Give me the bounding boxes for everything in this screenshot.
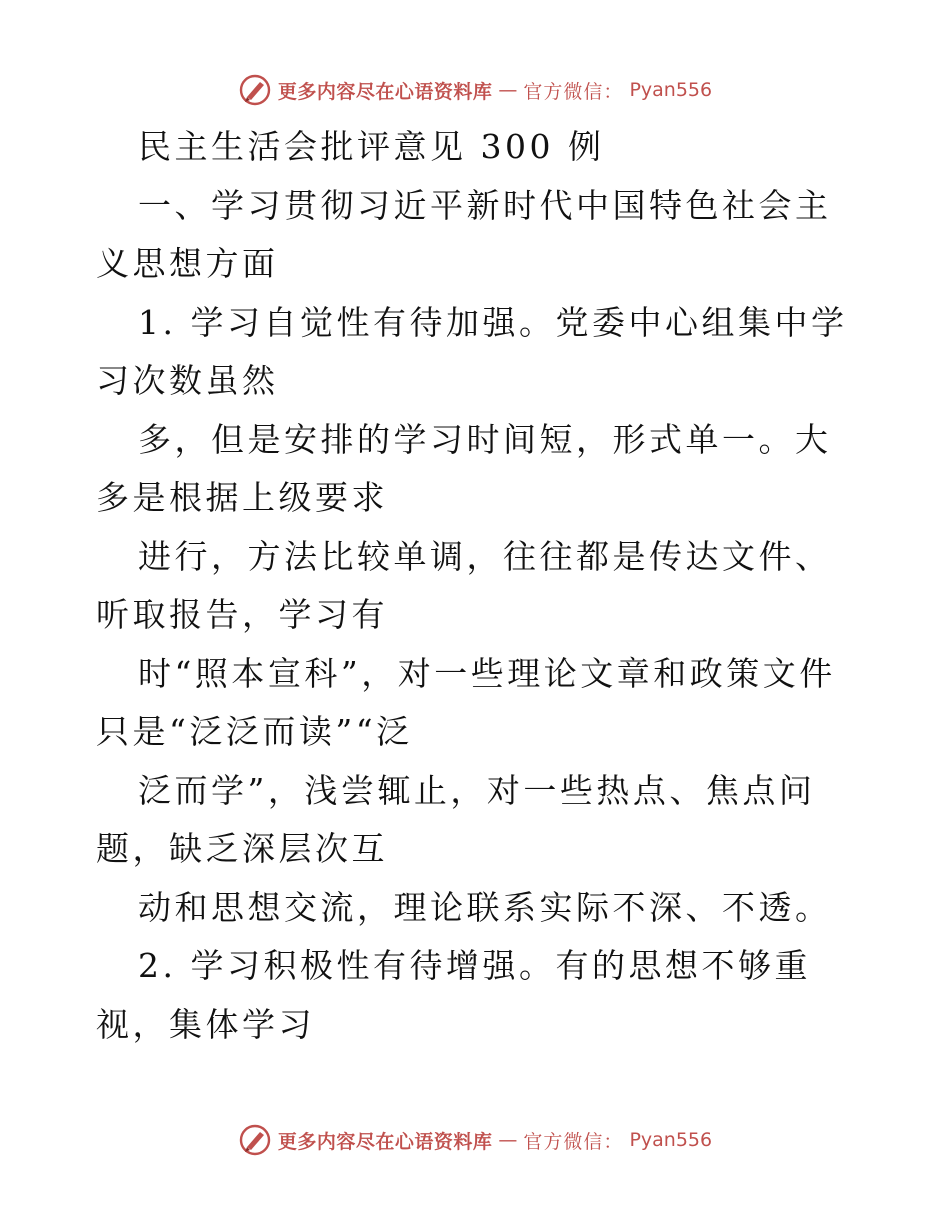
pen-logo-icon — [238, 1123, 272, 1157]
header-watermark — [0, 70, 950, 110]
paragraph: 进行，方法比较单调，往往都是传达文件、听取报告，学习有 — [96, 536, 832, 634]
paragraph: 泛而学”，浅尝辄止，对一些热点、焦点问题，缺乏深层次互 — [96, 770, 816, 868]
watermark-site-text: 更多内容尽在心语资料库 — [277, 80, 493, 103]
watermark-wechat-label: 官方微信： — [523, 1130, 624, 1153]
footer-watermark — [0, 1120, 950, 1160]
watermark-separator: — — [498, 1129, 518, 1151]
paragraph: 1. 学习自觉性有待加强。党委中心组集中学习次数虽然 — [96, 302, 848, 400]
document-title: 民主生活会批评意见 300 例 — [138, 127, 605, 166]
watermark-wechat-id: Pyan556 — [629, 1129, 713, 1151]
watermark-wechat-id: Pyan556 — [629, 79, 713, 101]
paragraph: 一、学习贯彻习近平新时代中国特色社会主义思想方面 — [96, 185, 832, 283]
watermark-wechat-label: 官方微信： — [523, 80, 624, 103]
pen-logo-icon — [238, 73, 272, 107]
watermark-separator: — — [498, 79, 518, 101]
paragraph: 多，但是安排的学习时间短，形式单一。大多是根据上级要求 — [96, 419, 832, 517]
paragraph: 动和思想交流，理论联系实际不深、不透。 — [138, 887, 832, 927]
document-body — [96, 118, 856, 1054]
paragraph: 时“照本宣科”，对一些理论文章和政策文件只是“泛泛而读”“泛 — [96, 653, 836, 751]
paragraph: 2. 学习积极性有待增强。有的思想不够重视，集体学习 — [96, 946, 811, 1044]
watermark-site-text: 更多内容尽在心语资料库 — [277, 1130, 493, 1153]
